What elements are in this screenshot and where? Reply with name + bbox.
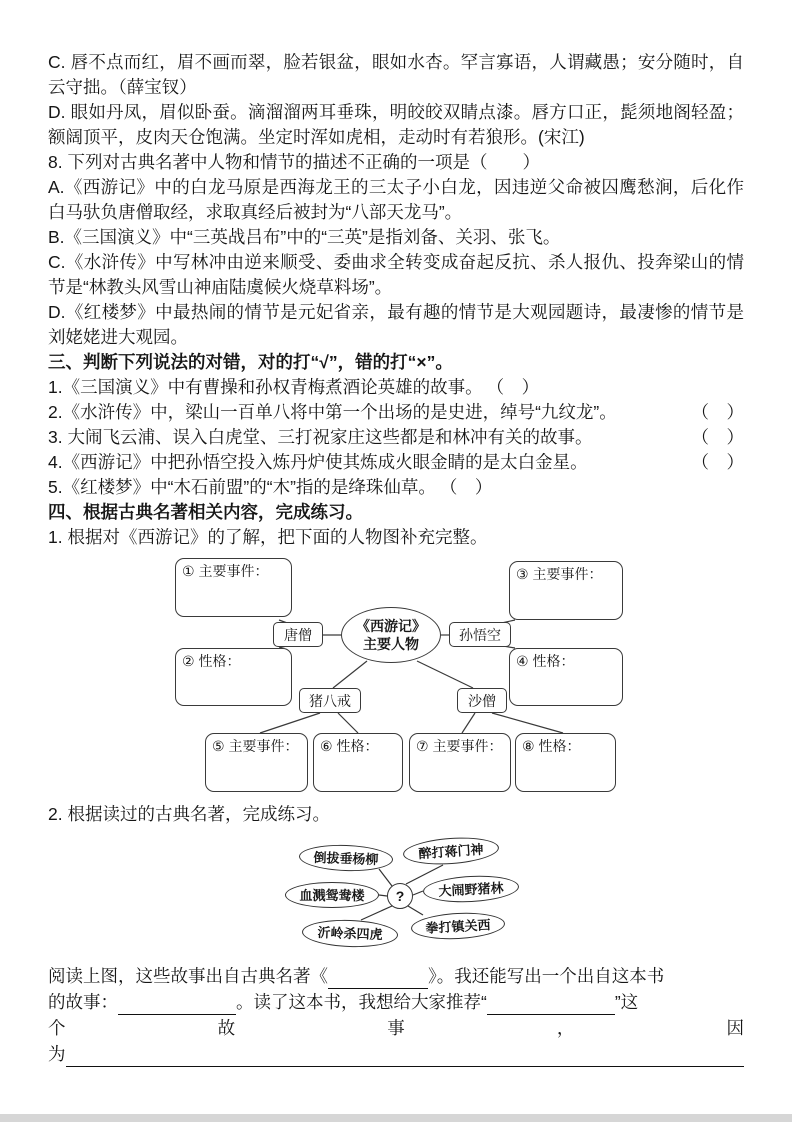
tag-tangseng: 唐僧 (273, 622, 323, 647)
box-label: ④ 性格： (516, 653, 575, 669)
story-danao-yezhulin: 大闹野猪林 (422, 874, 519, 905)
story-xuejian-yuanyanglou: 血溅鸳鸯楼 (285, 882, 379, 908)
answer-blank-recommended-story[interactable] (487, 994, 615, 1015)
closing-text: 阅读上图，这些故事出自古典名著《 (48, 966, 328, 986)
answer-box-2-personality[interactable] (175, 648, 292, 706)
q8-option-d: D.《红楼梦》中最热闹的情节是元妃省亲，最有趣的情节是大观园题诗，最凄惨的情节是刘姥姥进大观园。 (48, 302, 744, 347)
center-title-line2: 主要人物 (363, 636, 419, 652)
answer-box-3-events[interactable] (509, 561, 623, 620)
answer-box-6-personality[interactable] (313, 733, 403, 792)
story-quanda-zhenguanxi: 拳打镇关西 (410, 911, 505, 942)
q8-option-c: C.《水浒传》中写林冲由逆来顺受、委曲求全转变成奋起反抗、杀人报仇、投奔梁山的情节是“林教头风雪山神庙陆虞候火烧草料场”。 (48, 252, 744, 297)
section4-q1: 1. 根据对《西游记》的了解，把下面的人物图补充完整。 (48, 527, 488, 547)
answer-blank-reason[interactable] (66, 1046, 745, 1067)
closing-line-3 (48, 1015, 744, 1041)
answer-paren-4[interactable]: （ ） (691, 452, 744, 472)
answer-paren-3[interactable]: （ ） (691, 427, 744, 447)
spread-char: 事 (387, 1018, 405, 1038)
answer-box-1-events[interactable] (175, 558, 292, 617)
spread-char: 个 (48, 1018, 66, 1038)
story-bubble-map (283, 837, 523, 953)
box-label: ⑦ 主要事件： (416, 738, 503, 754)
judge-item-text: 4.《西游记》中把孙悟空投入炼丹炉使其炼成火眼金睛的是太白金星。 (48, 452, 588, 472)
box-label: ① 主要事件： (182, 563, 269, 579)
answer-paren-1[interactable]: （ ） (486, 377, 540, 397)
xiyouji-character-map (175, 558, 623, 796)
answer-blank-book-title[interactable] (328, 968, 428, 989)
box-label: ⑧ 性格： (522, 738, 581, 754)
section4-title: 四、根据古典名著相关内容，完成练习。 (48, 502, 363, 522)
tag-shaseng: 沙僧 (457, 688, 507, 713)
answer-box-8-personality[interactable] (515, 733, 616, 792)
judge-item-3 (48, 425, 744, 450)
box-label: ② 性格： (182, 653, 241, 669)
question-mark-circle[interactable]: ? (387, 883, 413, 909)
answer-paren-5[interactable]: （ ） (439, 477, 493, 497)
answer-blank-another-story[interactable] (118, 994, 236, 1015)
judge-item-text: 5.《红楼梦》中“木石前盟”的“木”指的是绛珠仙草。 (48, 477, 436, 497)
box-label: ⑤ 主要事件： (212, 738, 299, 754)
closing-line-2 (48, 989, 744, 1015)
answer-box-5-events[interactable] (205, 733, 308, 792)
answer-box-7-events[interactable] (409, 733, 511, 792)
answer-box-4-personality[interactable] (509, 648, 623, 706)
q7-option-c: C. 唇不点而红，眉不画而翠，脸若银盆，眼如水杏。罕言寡语，人谓藏愚；安分随时，自云守拙。（薛宝钗） (48, 52, 744, 97)
closing-text: 的故事： (48, 992, 118, 1012)
box-label: ③ 主要事件： (516, 566, 603, 582)
closing-text: 为 (48, 1044, 66, 1064)
spread-char: 因 (726, 1018, 744, 1038)
closing-text: ”这 (614, 992, 639, 1012)
closing-line-1 (48, 963, 744, 989)
story-zuida-jiangmenshen: 醉打蒋门神 (402, 835, 500, 868)
judge-item-text: 2.《水浒传》中，梁山一百单八将中第一个出场的是史进，绰号“九纹龙”。 (48, 402, 617, 422)
judge-item-text: 1.《三国演义》中有曹操和孙权青梅煮酒论英雄的故事。 (48, 377, 483, 397)
judge-item-4 (48, 450, 744, 475)
story-yiling-shasihu: 沂岭杀四虎 (302, 918, 399, 948)
section3-title: 三、判断下列说法的对错，对的打“√”，错的打“×”。 (48, 352, 453, 372)
q8-option-b: B.《三国演义》中“三英战吕布”中的“三英”是指刘备、关羽、张飞。 (48, 227, 561, 247)
closing-text: 。读了这本书，我想给大家推荐“ (236, 992, 487, 1012)
tag-zhubajie: 猪八戒 (299, 688, 361, 713)
center-title-line1: 《西游记》 (356, 618, 426, 634)
closing-text: 》。我还能写出一个出自这本书 (428, 966, 665, 986)
tag-sunwukong: 孙悟空 (449, 622, 511, 647)
judge-item-text: 3. 大闹飞云浦、误入白虎堂、三打祝家庄这些都是和林冲有关的故事。 (48, 427, 593, 447)
answer-paren-2[interactable]: （ ） (691, 402, 744, 422)
q8-option-a: A.《西游记》中的白龙马原是西海龙王的三太子小白龙，因违逆父命被囚鹰愁涧，后化作白马驮负唐僧取经，求取真经后被封为“八部天龙马”。 (48, 177, 744, 222)
q8-stem: 8. 下列对古典名著中人物和情节的描述不正确的一项是（ ） (48, 152, 540, 172)
spread-char: ， (556, 1018, 575, 1038)
q7-option-d: D. 眼如丹凤，眉似卧蚕。滴溜溜两耳垂珠，明皎皎双睛点漆。唇方口正，髭须地阁轻盈；额阔顶平，皮肉天仓饱满。坐定时浑如虎相，走动时有若狼形。(宋江) (48, 102, 744, 147)
judge-item-5 (48, 475, 744, 500)
box-label: ⑥ 性格： (320, 738, 379, 754)
section4-q2: 2. 根据读过的古典名著，完成练习。 (48, 804, 330, 824)
story-daoba-chuiyangliu: 倒拔垂杨柳 (299, 843, 394, 872)
spread-char: 故 (217, 1018, 236, 1038)
closing-line-4 (48, 1041, 744, 1067)
judge-item-2 (48, 400, 744, 425)
scan-edge-shadow (0, 1114, 792, 1122)
center-title-oval (341, 607, 441, 663)
judge-item-1 (48, 375, 744, 400)
